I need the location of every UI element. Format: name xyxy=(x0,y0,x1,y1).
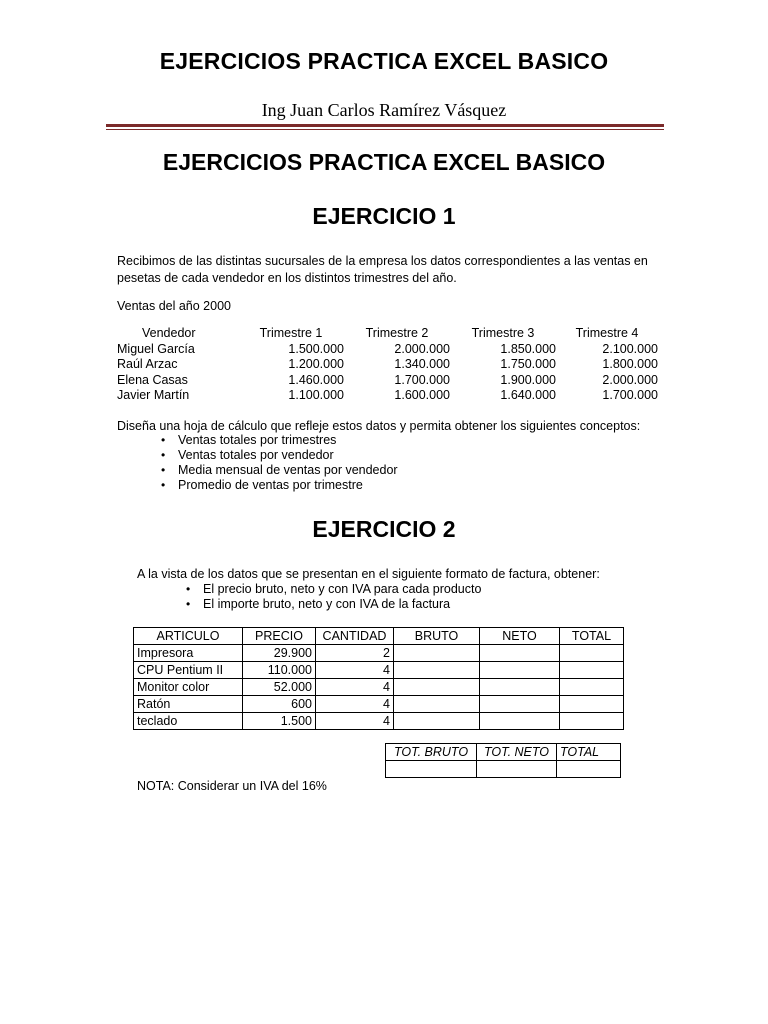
sales-value: 2.000.000 xyxy=(602,372,658,387)
list-item-text: Ventas totales por vendedor xyxy=(178,448,334,462)
column-header: CANTIDAD xyxy=(316,628,394,645)
ejercicio-1-heading: EJERCICIO 1 xyxy=(312,203,456,229)
list-item-text: Media mensual de ventas por vendedor xyxy=(178,463,398,477)
column-header: Trimestre 1 xyxy=(259,326,323,340)
list-item-text: El precio bruto, neto y con IVA para cada producto xyxy=(203,582,482,596)
list-item-text: El importe bruto, neto y con IVA de la factura xyxy=(203,597,451,611)
price-cell: 110.000 xyxy=(243,662,316,679)
total-cell xyxy=(560,713,624,730)
page-header-title: EJERCICIOS PRACTICA EXCEL BASICO xyxy=(159,48,609,74)
sales-value: 1.500.000 xyxy=(288,341,344,356)
table-row xyxy=(117,388,658,404)
list-item xyxy=(158,433,398,448)
table-row xyxy=(117,357,658,373)
article-cell: Ratón xyxy=(134,696,243,713)
table-row xyxy=(134,645,624,662)
column-header: TOTAL xyxy=(560,628,624,645)
price-cell: 1.500 xyxy=(243,713,316,730)
column-header: PRECIO xyxy=(243,628,316,645)
list-item xyxy=(183,597,481,612)
total-cell xyxy=(560,679,624,696)
column-header: ARTICULO xyxy=(134,628,243,645)
total-cell xyxy=(560,645,624,662)
total-cell xyxy=(560,662,624,679)
neto-cell xyxy=(480,645,560,662)
neto-cell xyxy=(480,713,560,730)
list-item-text: Promedio de ventas por trimestre xyxy=(178,478,363,492)
bruto-cell xyxy=(394,696,480,713)
ejercicio-1-intro xyxy=(117,253,648,287)
list-item xyxy=(158,478,398,493)
sales-table xyxy=(117,326,658,404)
sales-value: 1.800.000 xyxy=(602,357,658,371)
bruto-cell xyxy=(394,645,480,662)
bullet-icon: • xyxy=(186,597,191,611)
ejercicio-1-bullets xyxy=(158,433,398,493)
column-header: Trimestre 3 xyxy=(471,326,535,340)
column-header: Vendedor xyxy=(142,326,196,340)
header-divider-thick xyxy=(106,124,664,127)
total-neto-header: TOT. NETO xyxy=(477,744,557,761)
article-cell: CPU Pentium II xyxy=(134,662,243,679)
sales-subtitle: Ventas del año 2000 xyxy=(117,299,231,313)
totals-header-row xyxy=(386,744,621,761)
neto-cell xyxy=(480,696,560,713)
ejercicio-2-intro: A la vista de los datos que se presentan en el siguiente formato de factura, obtener: xyxy=(137,567,600,581)
sales-value: 1.700.000 xyxy=(394,372,450,387)
bullet-icon: • xyxy=(161,478,166,492)
totals-table xyxy=(385,743,621,778)
column-header: Trimestre 2 xyxy=(365,326,429,340)
seller-name: Elena Casas xyxy=(117,372,188,387)
price-cell: 29.900 xyxy=(243,645,316,662)
totals-value-row xyxy=(386,761,621,778)
article-cell: Monitor color xyxy=(134,679,243,696)
invoice-header-row xyxy=(134,628,624,645)
quantity-cell: 4 xyxy=(316,713,394,730)
document-title: EJERCICIOS PRACTICA EXCEL BASICO xyxy=(162,149,606,175)
column-header: NETO xyxy=(480,628,560,645)
quantity-cell: 4 xyxy=(316,696,394,713)
ejercicio-2-bullets xyxy=(183,582,481,612)
sales-value: 1.600.000 xyxy=(394,388,450,402)
sales-value: 1.850.000 xyxy=(500,341,556,356)
price-cell: 600 xyxy=(243,696,316,713)
neto-cell xyxy=(480,679,560,696)
table-row xyxy=(134,679,624,696)
sales-table-header xyxy=(117,326,658,342)
seller-name: Javier Martín xyxy=(117,388,190,402)
bullet-icon: • xyxy=(161,433,166,447)
sales-value: 2.000.000 xyxy=(394,341,450,356)
sales-value: 1.700.000 xyxy=(602,388,658,402)
bruto-cell xyxy=(394,662,480,679)
sales-value: 1.640.000 xyxy=(500,388,556,402)
article-cell: teclado xyxy=(134,713,243,730)
author-name: Ing Juan Carlos Ramírez Vásquez xyxy=(261,100,507,120)
intro-line-1: Recibimos de las distintas sucursales de la empresa los datos correspondientes a las ventas en xyxy=(117,254,648,268)
sales-value: 1.340.000 xyxy=(394,357,450,371)
iva-note: NOTA: Considerar un IVA del 16% xyxy=(137,779,327,793)
bullet-icon: • xyxy=(186,582,191,596)
column-header: BRUTO xyxy=(394,628,480,645)
header-divider-thin xyxy=(106,129,664,130)
table-row xyxy=(134,696,624,713)
intro-line-2: pesetas de cada vendedor en los distintos trimestres del año. xyxy=(117,271,457,285)
column-header: Trimestre 4 xyxy=(575,326,639,340)
bruto-cell xyxy=(394,713,480,730)
sales-value: 1.460.000 xyxy=(288,372,344,387)
total-neto-value xyxy=(477,761,557,778)
total-bruto-value xyxy=(386,761,477,778)
list-item xyxy=(183,582,481,597)
sales-value: 1.100.000 xyxy=(288,388,344,402)
ejercicio-2-heading: EJERCICIO 2 xyxy=(312,516,456,542)
total-value xyxy=(557,761,621,778)
bullet-icon: • xyxy=(161,463,166,477)
total-bruto-header: TOT. BRUTO xyxy=(386,744,477,761)
bullet-icon: • xyxy=(161,448,166,462)
neto-cell xyxy=(480,662,560,679)
list-item xyxy=(158,448,398,463)
seller-name: Miguel García xyxy=(117,341,195,356)
ejercicio-1-task: Diseña una hoja de cálculo que refleje estos datos y permita obtener los siguientes conceptos: xyxy=(117,419,641,433)
sales-value: 2.100.000 xyxy=(602,341,658,356)
quantity-cell: 2 xyxy=(316,645,394,662)
sales-value: 1.200.000 xyxy=(288,357,344,371)
quantity-cell: 4 xyxy=(316,662,394,679)
sales-value: 1.750.000 xyxy=(500,357,556,371)
quantity-cell: 4 xyxy=(316,679,394,696)
sales-value: 1.900.000 xyxy=(500,372,556,387)
total-cell xyxy=(560,696,624,713)
table-row xyxy=(117,373,658,389)
article-cell: Impresora xyxy=(134,645,243,662)
table-row xyxy=(134,662,624,679)
table-row xyxy=(117,342,658,358)
bruto-cell xyxy=(394,679,480,696)
table-row xyxy=(134,713,624,730)
seller-name: Raúl Arzac xyxy=(117,357,178,371)
price-cell: 52.000 xyxy=(243,679,316,696)
total-header: TOTAL xyxy=(557,744,621,761)
list-item xyxy=(158,463,398,478)
list-item-text: Ventas totales por trimestres xyxy=(178,433,337,447)
invoice-table xyxy=(133,627,624,730)
